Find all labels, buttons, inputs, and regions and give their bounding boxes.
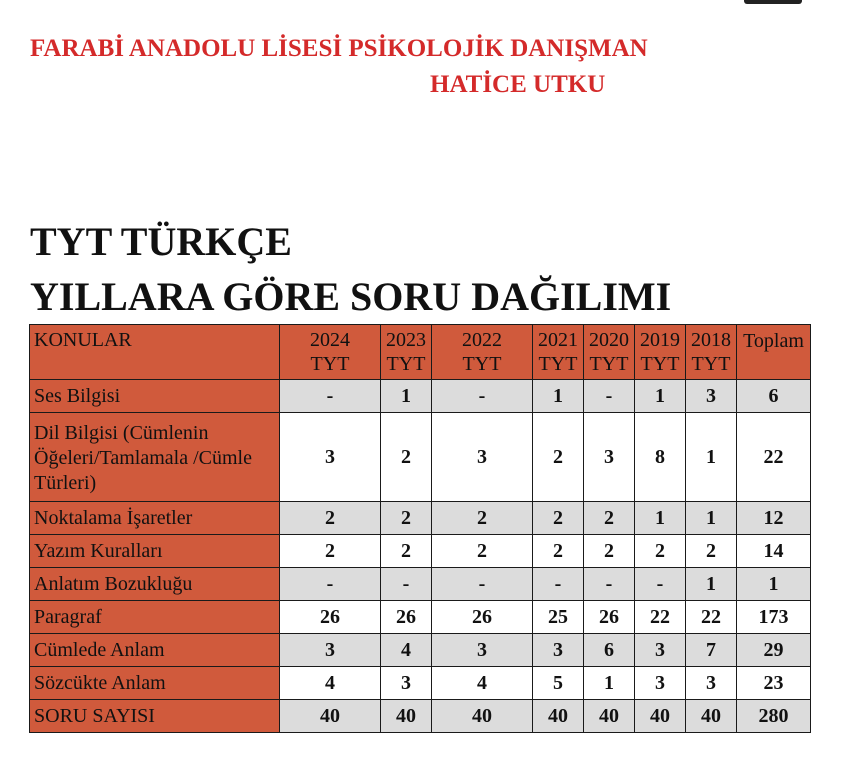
total-cell: 23 [737,667,811,700]
count-cell: 2 [381,535,432,568]
table-row [30,601,811,634]
table-row [30,700,811,733]
table-row [30,568,811,601]
top-edge-bar [744,0,802,4]
count-cell: 2 [280,502,381,535]
count-cell: 1 [533,380,584,413]
count-cell: 3 [280,634,381,667]
count-cell: 4 [381,634,432,667]
count-cell: 4 [432,667,533,700]
column-header-total: Toplam [737,325,811,380]
count-cell: 1 [584,667,635,700]
count-cell: - [280,380,381,413]
count-cell: 40 [432,700,533,733]
table-row [30,667,811,700]
count-cell: 7 [686,634,737,667]
count-cell: 2 [432,502,533,535]
count-cell: - [280,568,381,601]
table-row [30,413,811,502]
count-cell: 26 [381,601,432,634]
page-subtitle: YILLARA GÖRE SORU DAĞILIMI [30,274,672,319]
column-header-year: 2021 TYT [533,325,584,380]
count-cell: 2 [381,502,432,535]
count-cell: 22 [686,601,737,634]
count-cell: 40 [635,700,686,733]
count-cell: 5 [533,667,584,700]
column-header-year: 2022 TYT [432,325,533,380]
topic-label: SORU SAYISI [30,700,280,733]
count-cell: - [381,568,432,601]
count-cell: 3 [432,413,533,502]
count-cell: 1 [686,413,737,502]
count-cell: 2 [686,535,737,568]
total-cell: 280 [737,700,811,733]
count-cell: 2 [533,413,584,502]
total-cell: 1 [737,568,811,601]
total-cell: 12 [737,502,811,535]
table-row [30,535,811,568]
topic-label: Dil Bilgisi (Cümlenin Öğeleri/Tamlamala /Cümle Türleri) [30,413,280,502]
count-cell: 4 [280,667,381,700]
count-cell: 3 [584,413,635,502]
count-cell: 40 [686,700,737,733]
count-cell: 2 [533,535,584,568]
count-cell: 3 [533,634,584,667]
table-row [30,634,811,667]
total-cell: 29 [737,634,811,667]
count-cell: 8 [635,413,686,502]
topic-label: Anlatım Bozukluğu [30,568,280,601]
page-title: TYT TÜRKÇE [30,219,292,264]
column-header-year: 2019 TYT [635,325,686,380]
header-name-line: HATİCE UTKU [430,71,606,98]
topic-label: Ses Bilgisi [30,380,280,413]
column-header-year: 2024 TYT [280,325,381,380]
topic-label: Paragraf [30,601,280,634]
header-school-line: FARABİ ANADOLU LİSESİ PSİKOLOJİK DANIŞMAN [30,35,648,62]
column-header-year: 2018 TYT [686,325,737,380]
count-cell: 40 [280,700,381,733]
count-cell: 3 [280,413,381,502]
count-cell: 2 [584,502,635,535]
column-header-topics: KONULAR [30,325,280,380]
count-cell: 1 [686,502,737,535]
count-cell: - [432,568,533,601]
topic-label: Sözcükte Anlam [30,667,280,700]
count-cell: - [584,380,635,413]
topic-label: Noktalama İşaretler [30,502,280,535]
topic-label: Cümlede Anlam [30,634,280,667]
column-header-year: 2020 TYT [584,325,635,380]
total-cell: 22 [737,413,811,502]
count-cell: 2 [432,535,533,568]
count-cell: 26 [584,601,635,634]
count-cell: 3 [381,667,432,700]
count-cell: 2 [635,535,686,568]
count-cell: - [432,380,533,413]
table-row [30,380,811,413]
count-cell: 6 [584,634,635,667]
count-cell: 1 [686,568,737,601]
count-cell: 2 [280,535,381,568]
count-cell: 3 [635,667,686,700]
count-cell: 26 [432,601,533,634]
topic-label: Yazım Kuralları [30,535,280,568]
count-cell: 1 [381,380,432,413]
table-header-row [30,325,811,380]
question-distribution-table [29,324,811,733]
count-cell: 40 [381,700,432,733]
total-cell: 14 [737,535,811,568]
count-cell: 3 [635,634,686,667]
count-cell: 26 [280,601,381,634]
total-cell: 6 [737,380,811,413]
count-cell: 3 [686,380,737,413]
column-header-year: 2023 TYT [381,325,432,380]
total-cell: 173 [737,601,811,634]
count-cell: - [635,568,686,601]
count-cell: 40 [533,700,584,733]
count-cell: 2 [533,502,584,535]
count-cell: - [584,568,635,601]
count-cell: 25 [533,601,584,634]
table-row [30,502,811,535]
count-cell: 1 [635,502,686,535]
count-cell: - [533,568,584,601]
count-cell: 40 [584,700,635,733]
count-cell: 3 [686,667,737,700]
count-cell: 22 [635,601,686,634]
count-cell: 3 [432,634,533,667]
count-cell: 1 [635,380,686,413]
count-cell: 2 [381,413,432,502]
count-cell: 2 [584,535,635,568]
